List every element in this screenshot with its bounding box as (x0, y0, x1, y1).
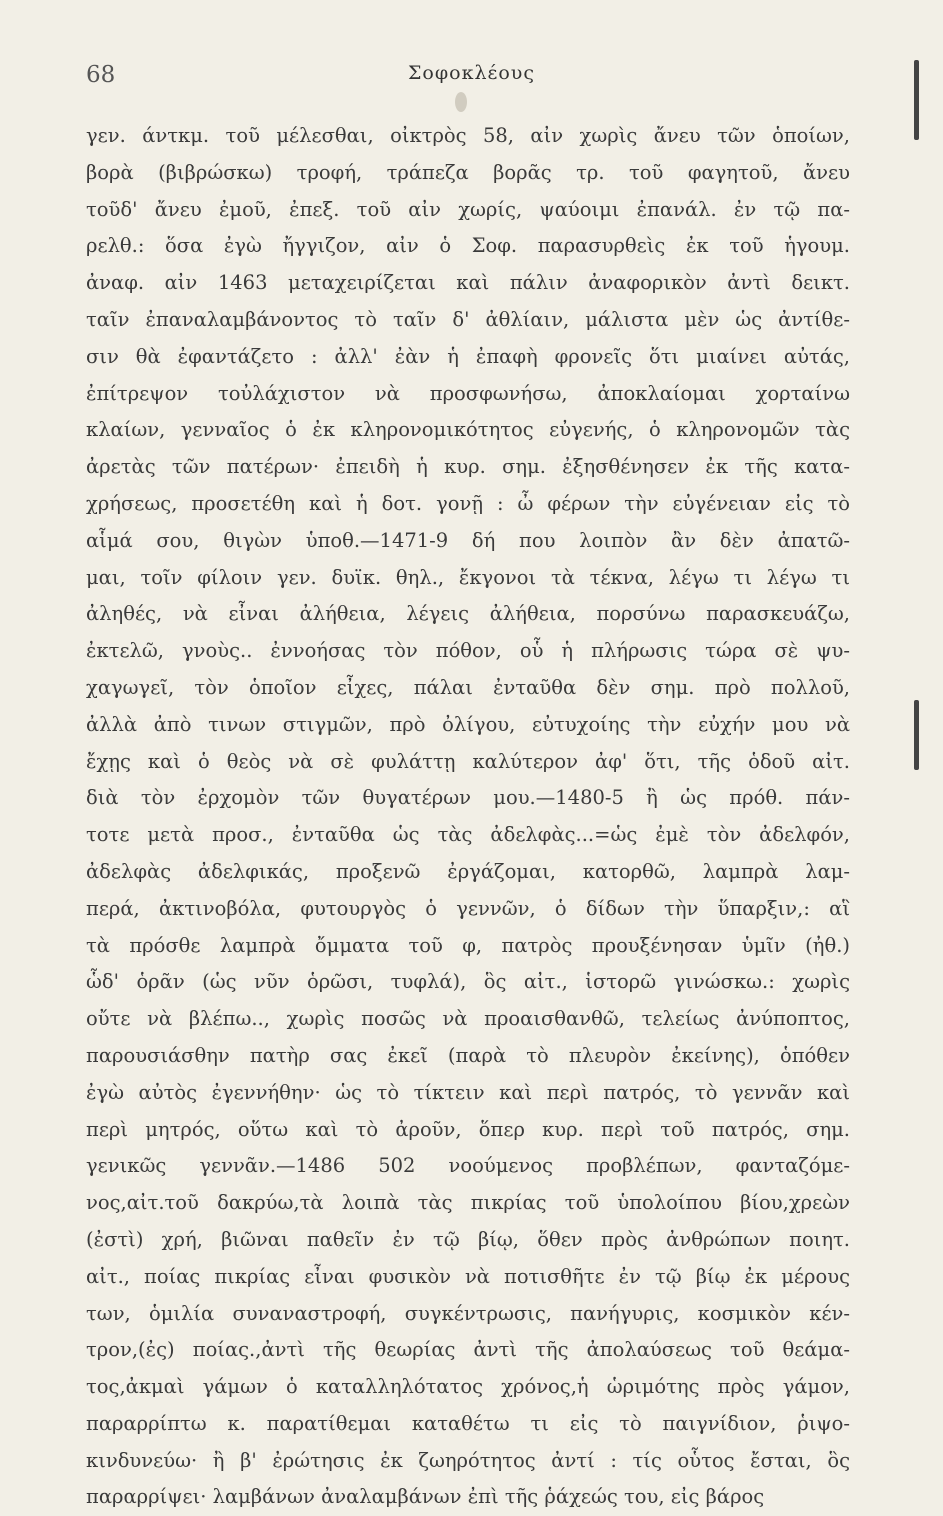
text-line: ἐγὼ αὐτὸς ἐγεννήθην· ὡς τὸ τίκτειν καὶ περὶ πατρός, τὸ γεννᾶν καὶ (86, 1080, 850, 1104)
text-line: παραρρίπτω κ. παρατίθεμαι καταθέτω τι εἰς τὸ παιγνίδιον, ῥιψο- (86, 1411, 850, 1435)
text-line: χαγωγεῖ, τὸν ὁποῖον εἶχες, πάλαι ἐνταῦθα δὲν σημ. πρὸ πολλοῦ, (86, 675, 850, 699)
text-line: ἐκτελῶ, γνοὺς.. ἐννοήσας τὸν πόθον, οὗ ἡ πλήρωσις τώρα σὲ ψυ- (86, 639, 850, 663)
text-line: οὔτε νὰ βλέπω.., χωρὶς ποσῶς νὰ προαισθανθῶ, τελείως ἀνύποπτος, (86, 1007, 850, 1031)
text-line: γεν. άντκμ. τοῦ μέλεσθαι, οἰκτρὸς 58, αἰν χωρὶς ἄνευ τῶν ὁποίων, (86, 124, 850, 147)
text-line: γενικῶς γεννᾶν.—1486 502 νοούμενος προβλέπων, φανταζόμε- (86, 1154, 850, 1178)
text-line: ἔχῃς καὶ ὁ θεὸς νὰ σὲ φυλάττῃ καλύτερον ἀφ' ὅτι, τῆς ὁδοῦ αἰτ. (86, 749, 850, 773)
text-line: μαι, τοῖν φίλοιν γεν. δυϊκ. θηλ., ἔκγονοι τὰ τέκνα, λέγω τι λέγω τι (86, 565, 850, 589)
text-line: τοτε μετὰ προσ., ἐνταῦθα ὡς τὰς ἀδελφὰς...=ὡς ἐμὲ τὸν ἀδελφόν, (86, 823, 850, 847)
text-line: ἀληθές, νὰ εἶναι ἀλήθεια, λέγεις ἀλήθεια, πορσύνω παρασκευάζω, (86, 602, 850, 626)
margin-mark (914, 700, 919, 770)
text-line: περὶ μητρός, οὕτω καὶ τὸ ἀροῦν, ὅπερ κυρ. περὶ τοῦ πατρός, σημ. (86, 1117, 850, 1141)
text-line: τοῦδ' ἄνευ ἐμοῦ, ἐπεξ. τοῦ αἰν χωρίς, ψαύοιμι ἐπανάλ. ἐν τῷ πα- (86, 197, 850, 221)
text-line: παραρρίψει· λαμβάνων ἀναλαμβάνων ἐπὶ τῆς ῥάχεώς του, εἰς βάρος (86, 1485, 765, 1509)
text-line: ρελθ.: ὅσα ἐγὼ ἤγγιζον, αἰν ὁ Σοφ. παρασυρθεὶς ἐκ τοῦ ἡγουμ. (86, 234, 850, 258)
text-line: περά, ἀκτινοβόλα, φυτουργὸς ὁ γεννῶν, ὁ δίδων τὴν ὕπαρξιν,: αἳ (86, 896, 850, 920)
text-line: ἀδελφὰς ἀδελφικάς, προξενῶ ἐργάζομαι, κατορθῶ, λαμπρὰ λαμ- (86, 859, 850, 883)
commentary-text (86, 118, 850, 1516)
text-line: ἀναφ. αἰν 1463 μεταχειρίζεται καὶ πάλιν ἀναφορικὸν ἀντὶ δεικτ. (86, 271, 850, 295)
text-line: ταῖν ἐπαναλαμβάνοντος τὸ ταῖν δ' ἀθλίαιν, μάλιστα μὲν ὡς ἀντίθε- (86, 307, 850, 331)
text-line: νος,αἰτ.τοῦ δακρύω,τὰ λοιπὰ τὰς πικρίας τοῦ ὑπολοίπου βίου,χρεὼν (86, 1191, 850, 1215)
text-line: αἰτ., ποίας πικρίας εἶναι φυσικὸν νὰ ποτισθῆτε ἐν τῷ βίῳ ἐκ μέρους (86, 1264, 850, 1288)
text-line: διὰ τὸν ἐρχομὸν τῶν θυγατέρων μου.—1480-5 ἢ ὡς πρόθ. πάν- (86, 786, 850, 810)
text-line: ἐπίτρεψον τοὐλάχιστον νὰ προσφωνήσω, ἀποκλαίομαι χορταίνω (86, 381, 850, 405)
text-line: κλαίων, γενναῖος ὁ ἐκ κληρονομικότητος εὐγενής, ὁ κληρονομῶν τὰς (86, 418, 850, 442)
text-line: κινδυνεύω· ἢ β' ἐρώτησις ἐκ ζωηρότητος ἀντί : τίς οὗτος ἔσται, ὃς (86, 1448, 850, 1472)
text-line: τρον,(ἐς) ποίας.,ἀντὶ τῆς θεωρίας ἀντὶ τῆς ἀπολαύσεως τοῦ θεάμα- (86, 1338, 850, 1362)
ink-blot (455, 92, 467, 112)
text-line: αἷμά σου, θιγὼν ὑποθ.—1471-9 δή που λοιπὸν ἂν δὲν ἀπατῶ- (86, 528, 850, 552)
page-number: 68 (86, 62, 116, 88)
text-line: ὧδ' ὁρᾶν (ὡς νῦν ὁρῶσι, τυφλά), ὃς αἰτ., ἱστορῶ γινώσκω.: χωρὶς (86, 970, 850, 994)
text-line: βορὰ (βιβρώσκω) τροφή, τράπεζα βορᾶς τρ. τοῦ φαγητοῦ, ἄνευ (86, 160, 850, 184)
text-line: ἀλλὰ ἀπὸ τινων στιγμῶν, πρὸ ὀλίγου, εὐτυχοίης τὴν εὐχήν μου νὰ (86, 712, 850, 736)
text-line: ἀρετὰς τῶν πατέρων· ἐπειδὴ ἡ κυρ. σημ. ἐξησθένησεν ἐκ τῆς κατα- (86, 455, 850, 479)
text-line: τος,ἀκμαὶ γάμων ὁ καταλληλότατος χρόνος,ἡ ὡριμότης πρὸς γάμον, (86, 1375, 850, 1399)
text-line: παρουσιάσθην πατὴρ σας ἐκεῖ (παρὰ τὸ πλευρὸν ἐκείνης), ὁπόθεν (86, 1043, 850, 1067)
text-line: (ἐστὶ) χρή, βιῶναι παθεῖν ἐν τῷ βίῳ, ὅθεν πρὸς ἀνθρώπων ποιητ. (86, 1227, 850, 1251)
text-line: χρήσεως, προσετέθη καὶ ἡ δοτ. γονῇ : ὦ φέρων τὴν εὐγένειαν εἰς τὸ (86, 491, 850, 515)
text-line: τὰ πρόσθε λαμπρὰ ὄμματα τοῦ φ, πατρὸς προυξένησαν ὑμῖν (ἠθ.) (86, 933, 850, 957)
text-line: των, ὁμιλία συναναστροφή, συγκέντρωσις, πανήγυρις, κοσμικὸν κέν- (86, 1301, 850, 1325)
text-line: σιν θὰ ἐφαντάζετο : ἀλλ' ἐὰν ἡ ἐπαφὴ φρονεῖς ὅτι μιαίνει αὐτάς, (86, 344, 850, 368)
margin-mark (914, 60, 919, 140)
running-title: Σοφοκλέους (407, 62, 535, 84)
